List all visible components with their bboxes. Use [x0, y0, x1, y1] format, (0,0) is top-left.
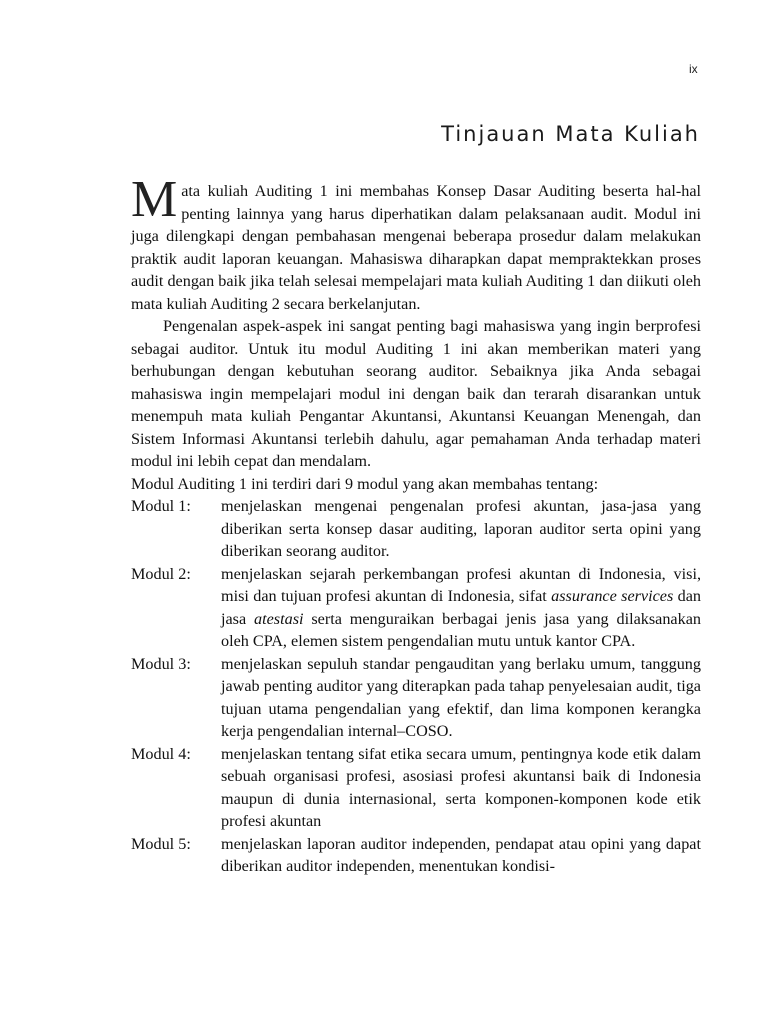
module-item — [131, 495, 701, 563]
chapter-title: Tinjauan Mata Kuliah — [441, 122, 700, 146]
page-number: ix — [689, 62, 698, 76]
module-label: Modul 3: — [131, 654, 191, 673]
module-label: Modul 5: — [131, 834, 191, 853]
module-description: menjelaskan mengenai pengenalan profesi akuntan, jasa-jasa yang diberikan serta konsep dasar auditing, laporan auditor serta opini yang diberikan seorang auditor. — [221, 497, 701, 560]
module-label: Modul 2: — [131, 564, 191, 583]
module-description: menjelaskan sepuluh standar pengauditan yang berlaku umum, tanggung jawab penting auditor yang diterapkan pada tahap penyelesaian audit, tiga tujuan utama pengendalian yang efektif, dan lima komponen kerangka kerja pengendalian internal–COSO. — [221, 654, 701, 740]
module-description — [221, 563, 701, 653]
module-2-text-a: menjelaskan sejarah perkembangan profesi akuntan di Indonesia, visi, misi dan tujuan profesi akuntan di Indonesia, sifat — [221, 564, 701, 605]
module-item — [131, 563, 701, 653]
module-list — [131, 495, 701, 878]
module-description: menjelaskan tentang sifat etika secara umum, pentingnya kode etik dalam sebuah organisasi profesi, asosiasi profesi akuntansi baik di Indonesia maupun di dunia internasional, serta komponen-komponen kode etik profesi akuntan — [221, 744, 701, 830]
drop-cap: M — [131, 171, 178, 228]
module-item — [131, 833, 701, 878]
module-item — [131, 743, 701, 833]
module-label: Modul 4: — [131, 744, 191, 763]
module-2-text-b: dan jasa — [221, 587, 702, 628]
module-item — [131, 653, 701, 743]
module-2-italic-term-1: assurance services — [551, 587, 674, 605]
module-description: menjelaskan laporan auditor independen, pendapat atau opini yang dapat diberikan auditor independen, menentukan kondisi- — [221, 834, 701, 875]
body-text — [131, 171, 702, 878]
intro-paragraph-2: Pengenalan aspek-aspek ini sangat penting bagi mahasiswa yang ingin berprofesi sebagai auditor. Untuk itu modul Auditing 1 ini akan memberikan materi yang berhubungan dengan kebutuhan seorang auditor. Sebaiknya jika Anda sebagai mahasiswa ingin mempelajari modul ini dengan baik dan terarah disarankan untuk menempuh mata kuliah Pengantar Akuntansi, Akuntansi Keuangan Menengah, dan Sistem Informasi Akuntansi terlebih dahulu, agar pemahaman Anda terhadap materi modul ini lebih cepat dan mendalam. — [131, 317, 701, 470]
intro-paragraph-1-text: ata kuliah Auditing 1 ini membahas Konsep Dasar Auditing beserta hal-hal penting lainnya yang harus diperhatikan dalam pelaksanaan audit. Modul ini juga dilengkapi dengan pembahasan mengenai beberapa prosedur dalam melakukan praktik audit laporan keuangan. Mahasiswa diharapkan dapat mempraktekkan proses audit dengan baik jika telah selesai mempelajari mata kuliah Auditing 1 dan diikuti oleh mata kuliah Auditing 2 secara berkelanjutan. — [131, 182, 701, 313]
module-2-italic-term-2: atestasi — [254, 609, 304, 628]
module-2-text-c: serta menguraikan berbagai jenis jasa yang dilaksanakan oleh CPA, elemen sistem pengendalian mutu untuk kantor CPA. — [221, 609, 701, 650]
modules-intro: Modul Auditing 1 ini terdiri dari 9 modul yang akan membahas tentang: — [131, 474, 599, 493]
module-label: Modul 1: — [131, 497, 191, 515]
intro-paragraph-1 — [131, 171, 701, 315]
